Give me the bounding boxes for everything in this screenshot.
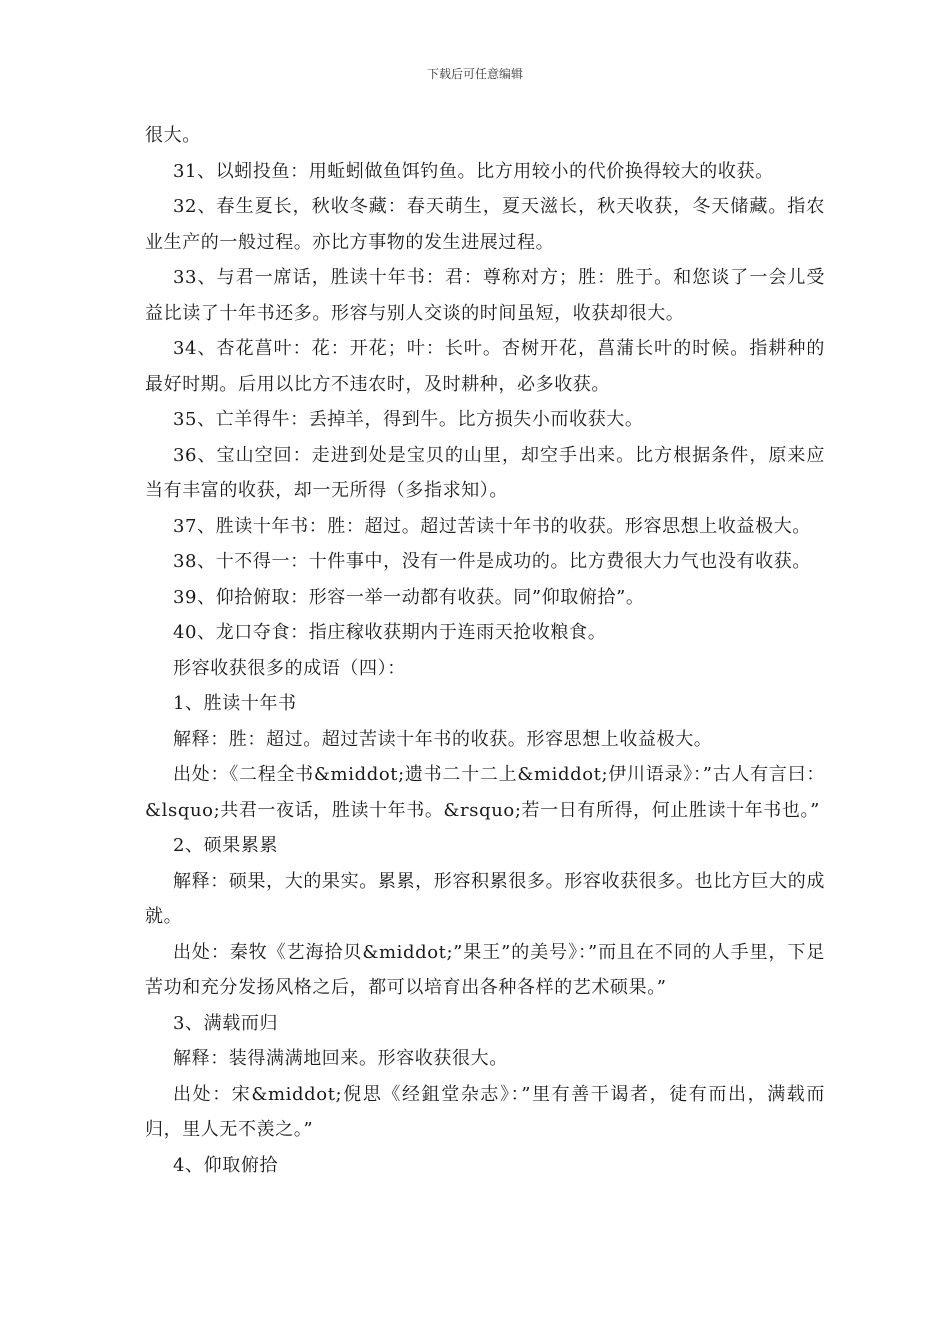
idiom-explanation: 解释：硕果，大的果实。累累，形容积累很多。形容收获很多。也比方巨大的成就。 <box>145 870 825 927</box>
idiom-explanation: 解释：装得满满地回来。形容收获很大。 <box>173 1048 508 1069</box>
idiom-title: 2、硕果累累 <box>173 835 279 856</box>
idiom-source: 出处：宋&middot;倪思《经鉏堂杂志》：”里有善干谒者，徒有而出，满载而归，里人无不羡之。” <box>145 1083 825 1140</box>
paragraph: 38、十不得一：十件事中，没有一件是成功的。比方费很大力气也没有收获。 <box>173 551 811 572</box>
section-heading: 形容收获很多的成语（四）： <box>173 657 406 679</box>
paragraph: 32、春生夏长，秋收冬藏：春天萌生，夏天滋长，秋天收获，冬天储藏。指农业生产的一般过程。亦比方事物的发生进展过程。 <box>145 196 825 253</box>
paragraph: 37、胜读十年书：胜：超过。超过苦读十年书的收获。形容思想上收益极大。 <box>173 515 811 537</box>
paragraph: 39、仰拾俯取：形容一举一动都有收获。同”仰取俯拾”。 <box>173 586 645 608</box>
paragraph: 35、亡羊得牛：丢掉羊，得到牛。比方损失小而收获大。 <box>173 409 644 430</box>
document-body <box>145 118 825 1183</box>
idiom-source: 出处：秦牧《艺海拾贝&middot;”果王”的美号》：”而且在不同的人手里，下足苦功和充分发扬风格之后，都可以培育出各种各样的艺术硕果。” <box>145 941 825 998</box>
idiom-source: 出处：《二程全书&middot;遗书二十二上&middot;伊川语录》：”古人有言曰：&lsquo;共君一夜话，胜读十年书。&rsquo;若一日有所得，何止胜读十年书也。” <box>145 764 825 821</box>
paragraph: 33、与君一席话，胜读十年书：君：尊称对方；胜：胜于。和您谈了一会儿受益比读了十年书还多。形容与别人交谈的时间虽短，收获却很大。 <box>145 267 825 324</box>
idiom-title: 4、仰取俯拾 <box>173 1154 279 1176</box>
paragraph: 34、杏花菖叶：花：开花；叶：长叶。杏树开花，菖蒲长叶的时候。指耕种的最好时期。后用以比方不违农时，及时耕种，必多收获。 <box>145 338 825 395</box>
paragraph: 40、龙口夺食：指庄稼收获期内于连雨天抢收粮食。 <box>173 622 607 643</box>
paragraph: 31、以蚓投鱼：用蚯蚓做鱼饵钓鱼。比方用较小的代价换得较大的收获。 <box>173 160 774 182</box>
page-header: 下载后可任意编辑 <box>426 67 523 81</box>
paragraph: 36、宝山空回：走进到处是宝贝的山里，却空手出来。比方根据条件，原来应当有丰富的收获，却一无所得（多指求知）。 <box>145 444 825 501</box>
idiom-title: 3、满载而归 <box>173 1012 279 1034</box>
idiom-explanation: 解释：胜：超过。超过苦读十年书的收获。形容思想上收益极大。 <box>173 728 713 750</box>
paragraph: 很大。 <box>145 125 201 146</box>
idiom-title: 1、胜读十年书 <box>173 693 297 714</box>
